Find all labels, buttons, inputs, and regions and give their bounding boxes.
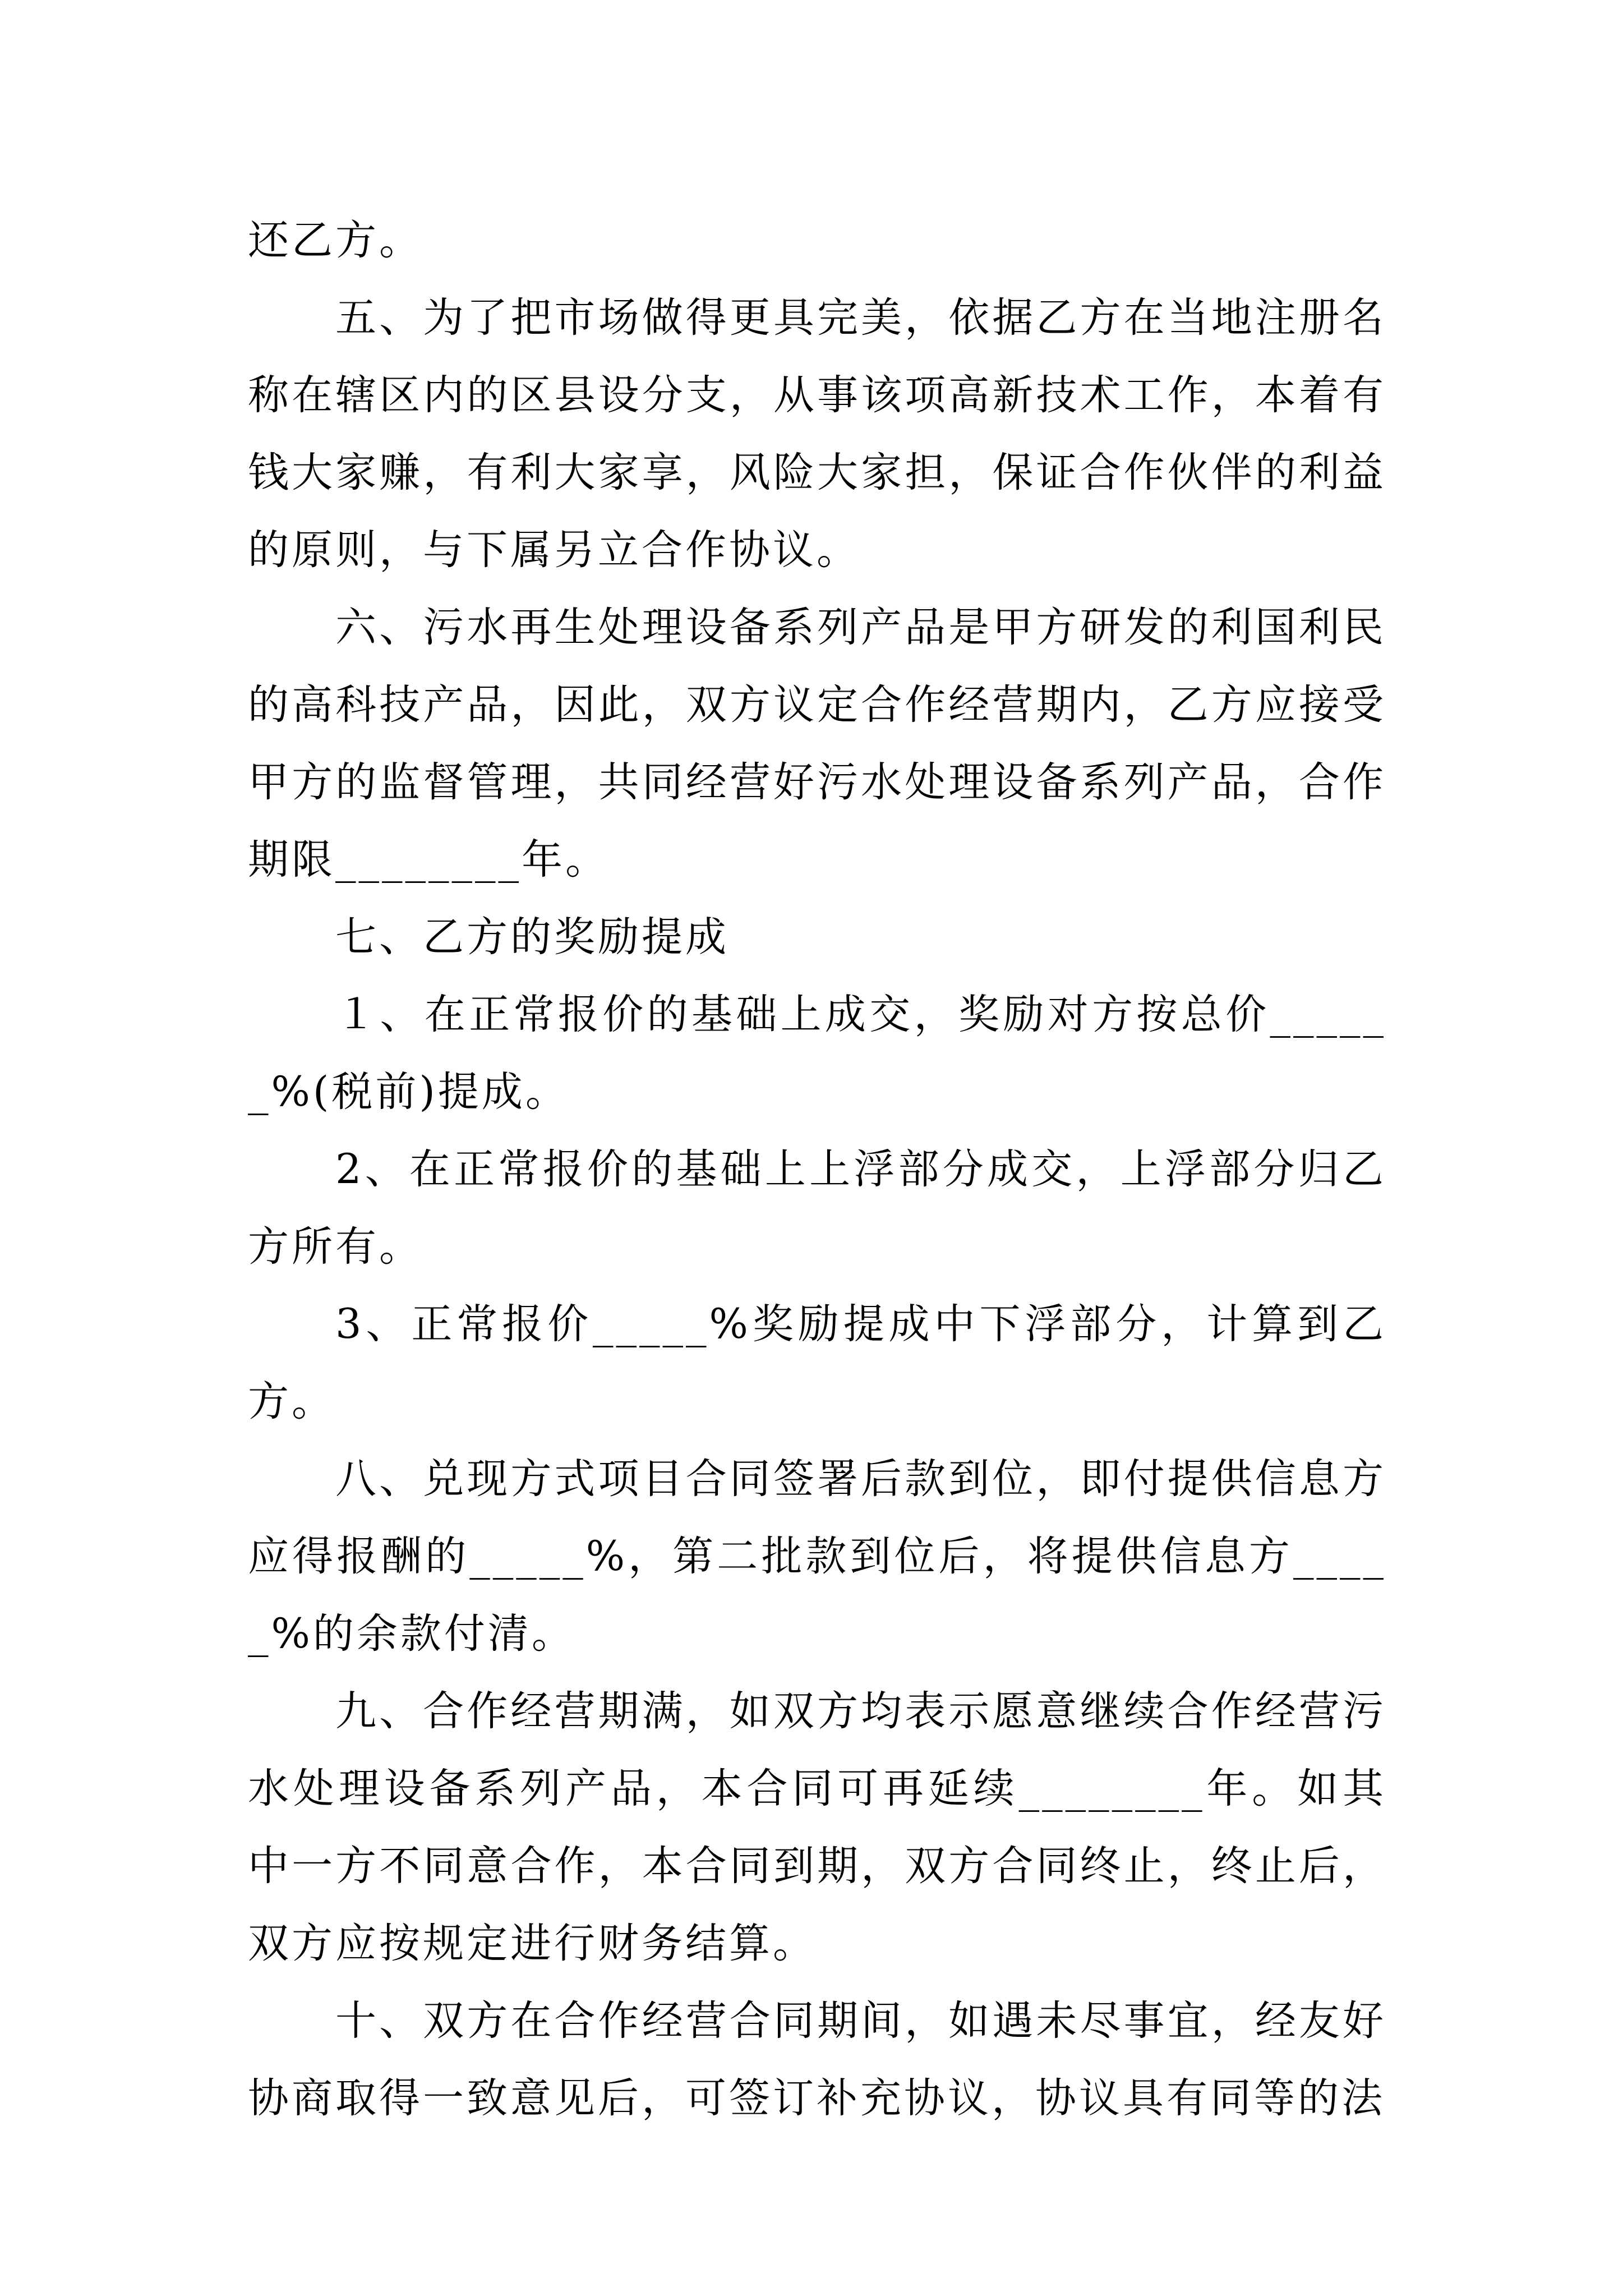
paragraph-clause-5: 五、为了把市场做得更具完美，依据乙方在当地注册名称在辖区内的区县设分支，从事该项高新技术工作，本着有钱大家赚，有利大家享，风险大家担，保证合作伙伴的利益的原则，与下属另立合作协议。 [248, 294, 1386, 574]
paragraph-continuation: 还乙方。 [248, 217, 423, 264]
paragraph-clause-6: 六、污水再生处理设备系列产品是甲方研发的利国利民的高科技产品，因此，双方议定合作经营期内，乙方应接受甲方的监督管理，共同经营好污水处理设备系列产品，合作期限________年。 [248, 604, 1386, 884]
paragraph-clause-7-item-3: 3、正常报价_____%奖励提成中下浮部分，计算到乙方。 [248, 1300, 1386, 1425]
paragraph-clause-7-item-2: 2、在正常报价的基础上上浮部分成交，上浮部分归乙方所有。 [248, 1145, 1386, 1271]
contract-body [248, 202, 1386, 2137]
paragraph-clause-7-heading: 七、乙方的奖励提成 [335, 913, 729, 961]
paragraph-clause-7-item-1: １、在正常报价的基础上成交，奖励对方按总价______%(税前)提成。 [248, 991, 1386, 1116]
paragraph-clause-10: 十、双方在合作经营合同期间，如遇未尽事宜，经友好协商取得一致意见后，可签订补充协议，协议具有同等的法 [248, 1997, 1386, 2122]
paragraph-clause-8: 八、兑现方式项目合同签署后款到位，即付提供信息方应得报酬的_____%，第二批款到位后，将提供信息方_____%的余款付清。 [248, 1455, 1386, 1658]
paragraph-clause-9: 九、合作经营期满，如双方均表示愿意继续合作经营污水处理设备系列产品，本合同可再延续________年。如其中一方不同意合作，本合同到期，双方合同终止，终止后，双方应按规定进行财务结算。 [248, 1687, 1386, 1967]
